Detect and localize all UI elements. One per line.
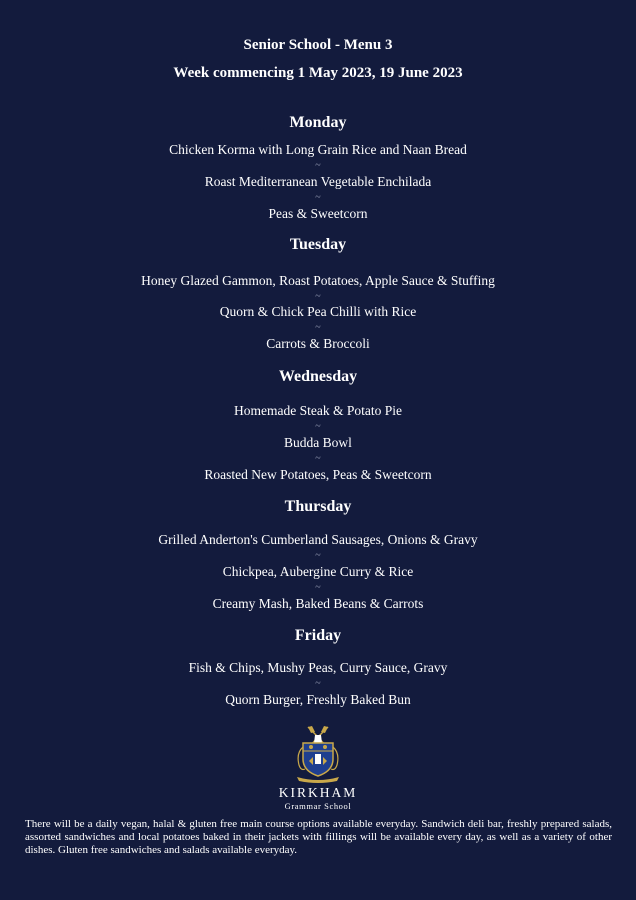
- menu-item: Creamy Mash, Baked Beans & Carrots: [212, 596, 424, 611]
- menu-item: Budda Bowl: [284, 435, 352, 450]
- menu-item: Roast Mediterranean Vegetable Enchilada: [204, 174, 432, 189]
- week-commencing: Week commencing 1 May 2023, 19 June 2023: [173, 65, 463, 81]
- day-heading-friday: Friday: [294, 627, 342, 644]
- separator: ~: [315, 582, 321, 593]
- menu-item: Honey Glazed Gammon, Roast Potatoes, Apple Sauce & Stuffing: [141, 273, 495, 288]
- school-subname: Grammar School: [284, 801, 352, 811]
- separator: ~: [315, 421, 321, 432]
- separator: ~: [315, 160, 321, 171]
- menu-item: Chickpea, Aubergine Curry & Rice: [222, 564, 414, 579]
- separator: ~: [315, 322, 321, 333]
- day-heading-wednesday: Wednesday: [278, 368, 358, 385]
- school-name: KIRKHAM: [278, 785, 358, 800]
- footer-note: There will be a daily vegan, halal & gluten free main course options available everyday. Sandwich deli bar, freshly prepared salads, assorted sandwiches and local potatoes baked in their jackets with fillings will be available every day, as well as a variety of other dishes. Gluten free sandwiches and salads available everyday.: [25, 818, 612, 856]
- menu-item: Peas & Sweetcorn: [268, 206, 368, 221]
- menu-title: Senior School - Menu 3: [243, 37, 393, 53]
- menu-item: Chicken Korma with Long Grain Rice and Naan Bread: [169, 142, 467, 157]
- day-heading-thursday: Thursday: [284, 498, 352, 515]
- menu-item: Homemade Steak & Potato Pie: [234, 403, 402, 418]
- separator: ~: [315, 550, 321, 561]
- menu-item: Carrots & Broccoli: [266, 336, 370, 351]
- day-heading-tuesday: Tuesday: [289, 236, 347, 253]
- menu-item: Fish & Chips, Mushy Peas, Curry Sauce, Gravy: [188, 660, 448, 675]
- day-heading-monday: Monday: [289, 114, 347, 131]
- separator: ~: [315, 453, 321, 464]
- separator: ~: [315, 678, 321, 689]
- menu-item: Roasted New Potatoes, Peas & Sweetcorn: [204, 467, 432, 482]
- menu-item: Quorn Burger, Freshly Baked Bun: [225, 692, 411, 707]
- separator: ~: [315, 192, 321, 203]
- menu-item: Quorn & Chick Pea Chilli with Rice: [219, 304, 417, 319]
- menu-item: Grilled Anderton's Cumberland Sausages, Onions & Gravy: [158, 532, 478, 547]
- school-crest-icon: [291, 723, 345, 783]
- separator: ~: [315, 291, 321, 302]
